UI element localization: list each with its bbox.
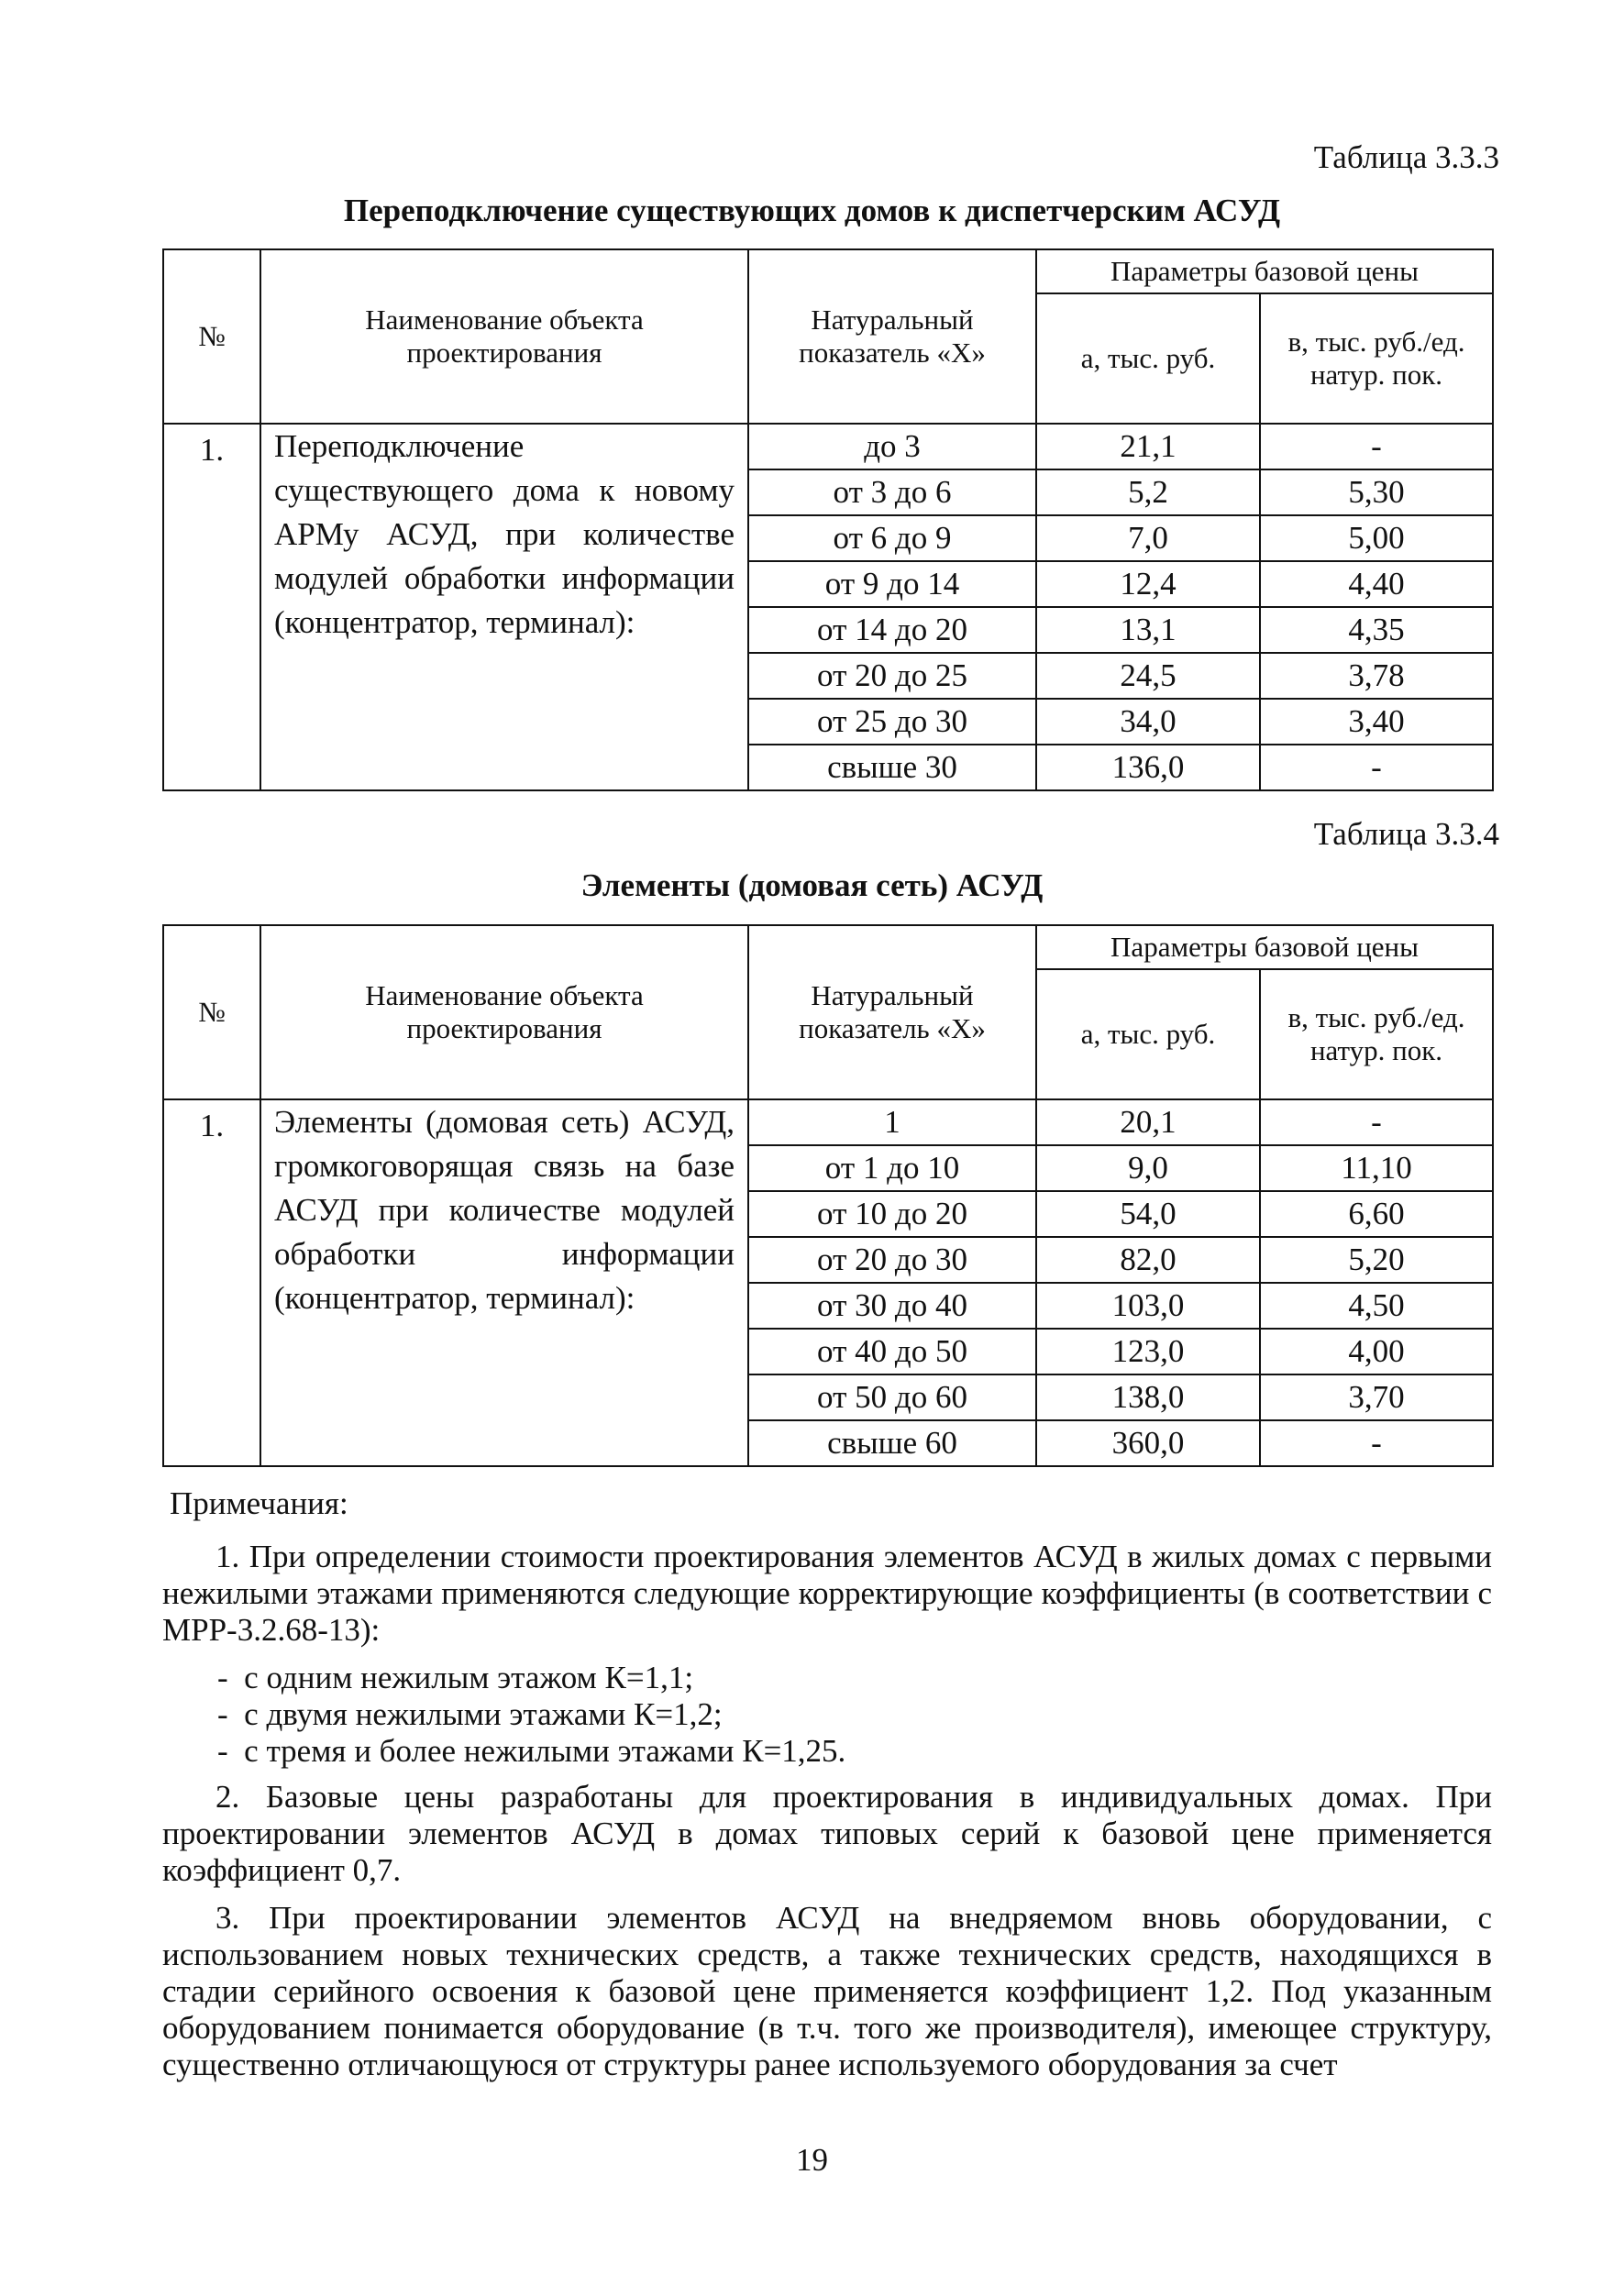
table1-header-b: в, тыс. руб./ед. натур. пок. xyxy=(1260,293,1493,424)
cell-a: 7,0 xyxy=(1036,515,1260,561)
cell-b: 5,20 xyxy=(1260,1237,1493,1283)
cell-a: 123,0 xyxy=(1036,1329,1260,1374)
cell-x: от 40 до 50 xyxy=(748,1329,1036,1374)
table2 xyxy=(162,924,1494,1467)
table2-header-indicator: Натуральный показатель «Х» xyxy=(748,925,1036,1099)
cell-b: 4,40 xyxy=(1260,561,1493,607)
cell-a: 103,0 xyxy=(1036,1283,1260,1329)
table1 xyxy=(162,248,1494,791)
cell-a: 5,2 xyxy=(1036,469,1260,515)
item-name: Переподключение существующего дома к новому АРМу АСУД, при количестве модулей обработки информации (концентратор, терминал): xyxy=(260,424,748,790)
table2-header-params: Параметры базовой цены xyxy=(1036,925,1493,969)
cell-x: от 3 до 6 xyxy=(748,469,1036,515)
cell-b: 3,40 xyxy=(1260,699,1493,745)
table1-header-no: № xyxy=(163,249,260,424)
cell-x: от 1 до 10 xyxy=(748,1145,1036,1191)
note-1-bullet-3: - с тремя и более нежилыми этажами К=1,25. xyxy=(217,1733,846,1769)
cell-a: 21,1 xyxy=(1036,424,1260,469)
cell-b: - xyxy=(1260,1099,1493,1145)
table2-header-no: № xyxy=(163,925,260,1099)
cell-x: 1 xyxy=(748,1099,1036,1145)
cell-x: до 3 xyxy=(748,424,1036,469)
cell-x: свыше 60 xyxy=(748,1420,1036,1466)
bullet-2-text: с двумя нежилыми этажами К=1,2; xyxy=(244,1696,723,1732)
cell-b: 5,30 xyxy=(1260,469,1493,515)
cell-a: 24,5 xyxy=(1036,653,1260,699)
table1-title: Переподключение существующих домов к диспетчерским АСУД xyxy=(343,193,1281,228)
cell-b: 3,70 xyxy=(1260,1374,1493,1420)
cell-x: от 6 до 9 xyxy=(748,515,1036,561)
cell-a: 82,0 xyxy=(1036,1237,1260,1283)
cell-x: от 25 до 30 xyxy=(748,699,1036,745)
table1-caption: Таблица 3.3.3 xyxy=(1313,139,1499,175)
bullet-3-text: с тремя и более нежилыми этажами К=1,25. xyxy=(244,1733,846,1769)
cell-b: 3,78 xyxy=(1260,653,1493,699)
note-1-text: 1. При определении стоимости проектирования элементов АСУД в жилых домах с первыми нежилыми этажами применяются следующие корректирующие коэффициенты (в соответствии с МРР-3.2.68-13): xyxy=(162,1539,1492,1648)
cell-b: 6,60 xyxy=(1260,1191,1493,1237)
item-number: 1. xyxy=(163,424,260,790)
cell-a: 360,0 xyxy=(1036,1420,1260,1466)
table2-header-a: а, тыс. руб. xyxy=(1036,969,1260,1099)
cell-a: 13,1 xyxy=(1036,607,1260,653)
table1-header-name: Наименование объекта проектирования xyxy=(260,249,748,424)
item-name: Элементы (домовая сеть) АСУД, громкоговорящая связь на базе АСУД при количестве модулей обработки информации (концентратор, терминал): xyxy=(260,1099,748,1466)
page-number: 19 xyxy=(796,2142,828,2178)
cell-b: 4,00 xyxy=(1260,1329,1493,1374)
cell-x: от 20 до 25 xyxy=(748,653,1036,699)
note-1 xyxy=(162,1539,1492,1649)
cell-a: 9,0 xyxy=(1036,1145,1260,1191)
table2-header-b: в, тыс. руб./ед. натур. пок. xyxy=(1260,969,1493,1099)
table2-title: Элементы (домовая сеть) АСУД xyxy=(580,867,1044,903)
note-2-text: 2. Базовые цены разработаны для проектирования в индивидуальных домах. При проектировании элементов АСУД в домах типовых серий к базовой цене применяется коэффициент 0,7. xyxy=(162,1779,1492,1888)
cell-b: 5,00 xyxy=(1260,515,1493,561)
cell-a: 12,4 xyxy=(1036,561,1260,607)
cell-a: 136,0 xyxy=(1036,745,1260,790)
item-number: 1. xyxy=(163,1099,260,1466)
cell-b: 11,10 xyxy=(1260,1145,1493,1191)
cell-b: 4,50 xyxy=(1260,1283,1493,1329)
cell-b: - xyxy=(1260,1420,1493,1466)
table1-header-params: Параметры базовой цены xyxy=(1036,249,1493,293)
cell-x: от 10 до 20 xyxy=(748,1191,1036,1237)
note-1-bullet-1: - с одним нежилым этажом К=1,1; xyxy=(217,1660,694,1695)
cell-a: 138,0 xyxy=(1036,1374,1260,1420)
bullet-1-text: с одним нежилым этажом К=1,1; xyxy=(244,1660,694,1695)
cell-x: от 30 до 40 xyxy=(748,1283,1036,1329)
note-3 xyxy=(162,1900,1492,2083)
cell-a: 20,1 xyxy=(1036,1099,1260,1145)
note-2 xyxy=(162,1779,1492,1889)
cell-x: от 20 до 30 xyxy=(748,1237,1036,1283)
cell-a: 54,0 xyxy=(1036,1191,1260,1237)
cell-x: от 14 до 20 xyxy=(748,607,1036,653)
cell-x: от 9 до 14 xyxy=(748,561,1036,607)
note-3-text: 3. При проектировании элементов АСУД на внедряемом вновь оборудовании, с использованием новых технических средств, а также технических средств, находящихся в стадии серийного освоения к базовой цене применяется коэффициент 1,2. Под указанным оборудованием понимается оборудование (в т.ч. того же производителя), имеющее структуру, существенно отличающуюся от структуры ранее используемого оборудования за счет xyxy=(162,1900,1492,2082)
note-1-bullet-2: - с двумя нежилыми этажами К=1,2; xyxy=(217,1696,723,1732)
table1-header-indicator: Натуральный показатель «Х» xyxy=(748,249,1036,424)
table2-header-name: Наименование объекта проектирования xyxy=(260,925,748,1099)
cell-b: - xyxy=(1260,745,1493,790)
table1-header-a: а, тыс. руб. xyxy=(1036,293,1260,424)
cell-b: 4,35 xyxy=(1260,607,1493,653)
table2-caption: Таблица 3.3.4 xyxy=(1313,816,1499,852)
notes-title: Примечания: xyxy=(170,1485,348,1521)
cell-b: - xyxy=(1260,424,1493,469)
cell-x: свыше 30 xyxy=(748,745,1036,790)
cell-a: 34,0 xyxy=(1036,699,1260,745)
table-row xyxy=(163,1099,1493,1145)
cell-x: от 50 до 60 xyxy=(748,1374,1036,1420)
table-row xyxy=(163,424,1493,469)
